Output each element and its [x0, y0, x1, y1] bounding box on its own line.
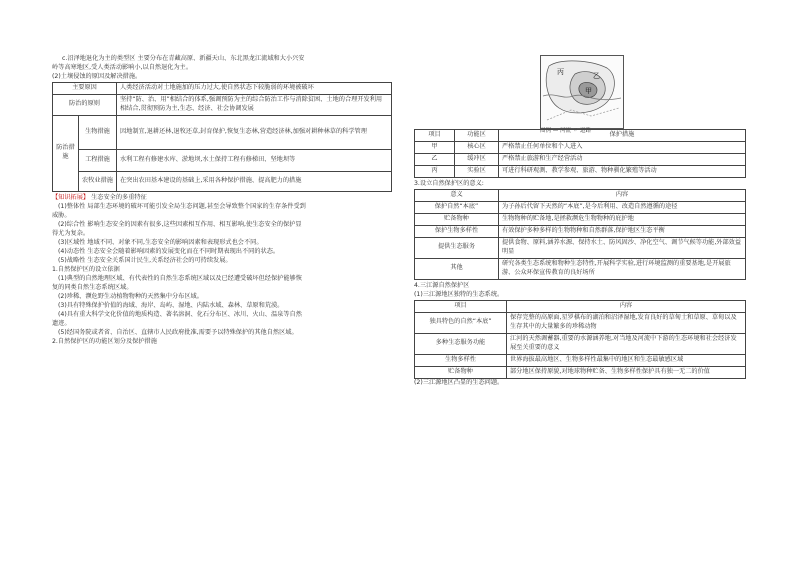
table-row: [53, 171, 392, 191]
knowledge-heading: [52, 194, 392, 203]
table-header: 意义: [415, 189, 499, 201]
table-header: 内容: [499, 189, 746, 201]
table-row: [415, 201, 746, 213]
table-row: [415, 366, 746, 378]
erosion-table: [52, 82, 392, 192]
map-label-bing: 丙: [557, 68, 564, 76]
basis-line: (2)珍稀、濒危野生动植物物种的天然集中分布区域。: [58, 292, 203, 300]
table-header: 项目: [415, 130, 455, 142]
feature-line: (1)整体性 局部生态环境的破坏可能引发全局生态问题,甚至会导致整个国家的生存条件受到: [58, 202, 306, 210]
table-row: [415, 165, 746, 177]
sanjiangyuan-subheading: (1)三江源地区独特的生态系统。: [414, 290, 504, 298]
table-cell: 为子孙后代留下天然的“本底”,是今后利用、改造自然遵循的途径: [499, 201, 746, 213]
table-cell: 工程措施: [79, 149, 117, 171]
feature-line: (4)动态性 生态安全会随着影响因素的发展变化而在不同时期表现出不同的状态。: [58, 247, 280, 255]
ecosystem-table: [414, 300, 746, 379]
table-cell: 保护生物多样性: [415, 225, 499, 237]
significance-table: [414, 189, 746, 280]
feature-line: (3)区域性 地域不同、对象不同,生态安全的影响因素和表现形式也会不同。: [58, 238, 263, 246]
table-cell: 生物多样性: [415, 354, 507, 366]
table-cell: 水利工程有修建水库、淤地坝,水土保持工程有修梯田、坚地坝等: [117, 149, 392, 171]
feature-line: (2)综合性 影响生态安全的因素有很多,这些因素相互作用、相互影响,使生态安全的保护显: [58, 220, 302, 228]
table-row: [415, 333, 746, 354]
table-cell: 可进行科研观测、教学参观、旅游、物种驯化繁殖等活动: [499, 165, 746, 177]
zone-table: [414, 129, 746, 178]
table-cell: 贮备物种: [415, 213, 499, 225]
table-cell: 世界海拔最高地区、生物多样性最集中的地区和生态最敏感区域: [507, 354, 746, 366]
table-cell: 实验区: [455, 165, 499, 177]
map-legend: 图例 — 河流 〃 道路: [540, 128, 591, 134]
table-cell: 防治措施: [53, 115, 79, 191]
table-header: 功能区: [455, 130, 499, 142]
reserve-zone-map: [540, 55, 624, 129]
table-cell: 丙: [415, 165, 455, 177]
table-cell: 甲: [415, 141, 455, 153]
basis-line: (5)经国务院或者省、自治区、直辖市人民政府批准,需要予以特殊保护的其他自然区域。: [58, 328, 298, 336]
table-row: [415, 237, 746, 258]
intro-line: c.沼泽地退化为主的类型区 主要分布在青藏高原、新疆天山、东北黑龙江流域和大小兴安: [62, 55, 305, 62]
section-title: (2)土壤侵蚀的原因及解决措施。: [52, 72, 142, 80]
table-row: [53, 149, 392, 171]
reserve-heading: 1.自然保护区的设立依据: [52, 265, 120, 273]
table-cell: 独具特色的自然“本底”: [415, 312, 507, 333]
right-column: [414, 129, 746, 388]
table-header: 项目: [415, 300, 507, 312]
table-cell: 乙: [415, 153, 455, 165]
table-row: [415, 354, 746, 366]
basis-line: 遗迹。: [52, 319, 71, 327]
table-cell: 严格禁止旅游和生产经营活动: [499, 153, 746, 165]
table-cell: 农牧业措施: [79, 171, 117, 191]
table-cell: 有效保护多种多样的生物物种和自然群落,保护地区生态平衡: [499, 225, 746, 237]
intro-line: 岭等高寒地区,受人类活动影响小,以自然退化为主。: [52, 63, 193, 71]
table-row: [415, 258, 746, 279]
table-cell: 部分地区保持原貌,对地球物种贮备、生物多样性保护具有独一无二的价值: [507, 366, 746, 378]
table-cell: 人类经济活动对土地施加的压力过大,使自然状态下较脆弱的环境被破坏: [117, 82, 392, 94]
table-cell: 核心区: [455, 141, 499, 153]
sanjiangyuan-subheading: (2)三江源地区凸显的生态问题。: [414, 378, 504, 386]
basis-line: (4)具有重大科学文化价值的地质构造、著名溶洞、化石分布区、冰川、火山、温泉等自然: [58, 310, 302, 318]
table-row: [415, 153, 746, 165]
table-row: [53, 115, 392, 149]
table-row: [415, 130, 746, 142]
table-cell: 防治的原则: [53, 94, 117, 115]
basis-line: (1)典型的自然地理区域、有代表性的自然生态系统区域以及已经遭受破坏但经保护能够恢: [58, 274, 302, 282]
table-cell: 严格禁止任何单位和个人进入: [499, 141, 746, 153]
basis-line: 复的同类自然生态系统区域。: [52, 283, 133, 291]
feature-line: (5)战略性 生态安全关系国计民生,关系经济社会的可持续发展。: [58, 256, 232, 264]
zone-map-svg: [541, 56, 623, 128]
table-header: 保护措施: [499, 130, 746, 142]
table-cell: 江河的天然调蓄器,重要的水源涵养地,对当地及河流中下游的生态环境和社会经济发展至关重要的意义: [507, 333, 746, 354]
table-cell: 在突出农田基本建设的基础上,采用各种保护措施、提高肥力的措施: [117, 171, 392, 191]
table-cell: 保存完整的高原面,星罗棋布的湖泊和沼泽湿地,发育良好的草甸土和草原、草甸以及生存其中的大量繁多的珍稀动物: [507, 312, 746, 333]
map-label-yi: 乙: [593, 72, 600, 80]
knowledge-title: 生态安全的多重特征: [91, 193, 147, 201]
table-cell: 生物措施: [79, 115, 117, 149]
table-cell: 缓冲区: [455, 153, 499, 165]
table-cell: 其他: [415, 258, 499, 279]
table-cell: 多种生态服务功能: [415, 333, 507, 354]
table-cell: 提供生态服务: [415, 237, 499, 258]
significance-heading: 3.设立自然保护区的意义:: [414, 179, 484, 187]
left-column: [52, 55, 392, 347]
table-row: [415, 312, 746, 333]
feature-line: 威胁。: [52, 211, 71, 219]
table-cell: 坚持“防、治、用”相结合的体系,强调预防为主的综合防治工作与消除贫困、土地的合理开发利用相结合,贯彻预防为主,生态、经济、社会协调发展: [117, 94, 392, 115]
feature-line: 得尤为复杂。: [52, 229, 90, 237]
table-row: [415, 141, 746, 153]
map-label-jia: 甲: [585, 87, 592, 95]
table-cell: 主要原因: [53, 82, 117, 94]
table-cell: 提供食物、原料,涵养水源、保持水土、防风固沙、净化空气、调节气候等功能,外部效益明显: [499, 237, 746, 258]
table-cell: 保护自然“本底”: [415, 201, 499, 213]
table-cell: 生物物种的贮备地,是拯救濒危生物物种的庇护地: [499, 213, 746, 225]
zoning-heading: 2.自然保护区的功能区划分及保护措施: [52, 337, 157, 345]
table-row: [415, 225, 746, 237]
table-row: [53, 94, 392, 115]
table-row: [415, 213, 746, 225]
knowledge-tag: 【知识拓展】: [52, 193, 90, 201]
table-cell: 因地制宜,退耕还林,退牧还草,封育保护,恢复生态林,营造经济林,加强对耕种林草的科学管理: [117, 115, 392, 149]
sanjiangyuan-heading: 4.三江源自然保护区: [414, 281, 470, 289]
table-cell: 研究各类生态系统和物种生态特性,开展科学实验,进行环境监测的重要基地,是开展旅游、公众环保宣传教育的良好场所: [499, 258, 746, 279]
table-row: [415, 189, 746, 201]
table-cell: 贮备物种: [415, 366, 507, 378]
table-row: [53, 82, 392, 94]
table-row: [415, 300, 746, 312]
basis-line: (3)具有特殊保护价值的海域、海岸、岛屿、湿地、内陆水域、森林、草原和荒漠。: [58, 301, 284, 309]
table-header: 内容: [507, 300, 746, 312]
